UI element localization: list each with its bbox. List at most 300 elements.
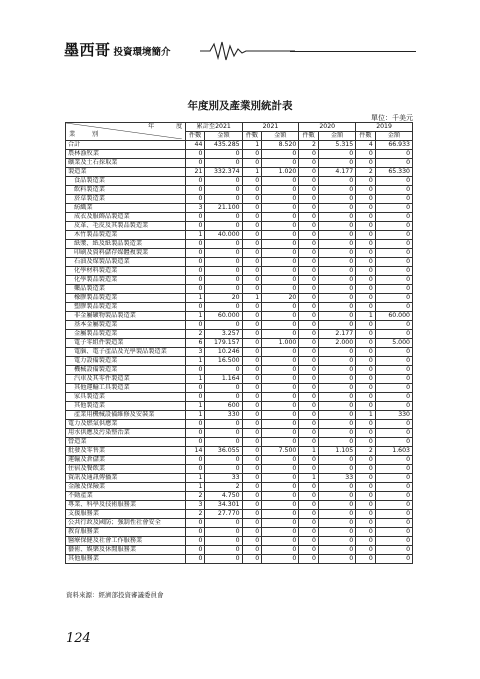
amount-cell: 0 [205, 267, 242, 276]
industry-label: 支援服務業 [66, 510, 186, 519]
count-cell: 0 [299, 357, 319, 366]
table-row [66, 501, 413, 510]
count-header: 件數 [356, 132, 376, 141]
count-cell: 0 [299, 420, 319, 429]
amount-cell: 7.500 [262, 447, 299, 456]
amount-cell: 0 [375, 267, 412, 276]
amount-cell: 0 [375, 429, 412, 438]
count-cell: 2 [185, 510, 205, 519]
amount-cell: 0 [318, 555, 355, 564]
count-cell: 0 [356, 213, 376, 222]
amount-cell: 0 [262, 321, 299, 330]
industry-label: 電力設備製造業 [66, 357, 186, 366]
amount-cell: 0 [205, 438, 242, 447]
amount-cell: 0 [262, 420, 299, 429]
amount-cell: 34.301 [205, 501, 242, 510]
amount-cell: 0 [318, 213, 355, 222]
industry-label: 用水供應及污染整治業 [66, 429, 186, 438]
industry-label: 塑膠製品製造業 [66, 303, 186, 312]
count-cell: 0 [242, 357, 262, 366]
industry-label: 營造業 [66, 438, 186, 447]
amount-cell: 0 [205, 186, 242, 195]
count-cell: 0 [356, 465, 376, 474]
count-cell: 0 [299, 285, 319, 294]
table-row [66, 357, 413, 366]
amount-cell: 60.000 [375, 312, 412, 321]
amount-cell: 0 [205, 456, 242, 465]
industry-label: 基本金屬製造業 [66, 321, 186, 330]
count-cell: 0 [185, 420, 205, 429]
count-cell: 0 [185, 321, 205, 330]
table-body [66, 141, 413, 564]
count-cell: 0 [299, 528, 319, 537]
table-row [66, 204, 413, 213]
amount-cell: 0 [318, 492, 355, 501]
statistics-table [65, 122, 413, 564]
count-cell: 0 [185, 393, 205, 402]
amount-cell: 0 [375, 546, 412, 555]
count-cell: 0 [299, 519, 319, 528]
amount-cell: 5.000 [375, 339, 412, 348]
count-cell: 0 [299, 150, 319, 159]
industry-label: 菸草製造業 [66, 195, 186, 204]
amount-cell: 0 [262, 474, 299, 483]
count-cell: 0 [299, 393, 319, 402]
amount-cell: 0 [375, 384, 412, 393]
count-cell: 2 [356, 447, 376, 456]
amount-cell: 0 [205, 366, 242, 375]
amount-cell: 0 [262, 258, 299, 267]
industry-label: 礦業及土石採取業 [66, 159, 186, 168]
count-cell: 14 [185, 447, 205, 456]
count-cell: 0 [185, 285, 205, 294]
amount-cell: 0 [205, 222, 242, 231]
amount-cell: 0 [318, 249, 355, 258]
count-cell: 0 [299, 546, 319, 555]
industry-label: 運輸及倉儲業 [66, 456, 186, 465]
amount-cell: 0 [205, 384, 242, 393]
amount-cell: 0 [375, 375, 412, 384]
amount-cell: 0 [375, 555, 412, 564]
corner-year-label-2: 度 [176, 123, 183, 130]
table-row [66, 150, 413, 159]
amount-cell: 0 [375, 474, 412, 483]
running-header [64, 38, 171, 60]
amount-cell: 0 [262, 213, 299, 222]
amount-cell: 0 [205, 249, 242, 258]
count-cell: 0 [242, 276, 262, 285]
amount-cell: 330 [205, 411, 242, 420]
source-note: 資料來源：經濟部投資審議委員會 [66, 591, 164, 599]
count-cell: 0 [299, 177, 319, 186]
table-row [66, 213, 413, 222]
amount-cell: 0 [262, 519, 299, 528]
count-cell: 0 [356, 393, 376, 402]
count-cell: 0 [356, 240, 376, 249]
industry-label: 其他運輸工具製造業 [66, 384, 186, 393]
amount-cell: 0 [262, 528, 299, 537]
industry-label: 非金屬礦物製品製造業 [66, 312, 186, 321]
count-cell: 0 [299, 249, 319, 258]
count-cell: 0 [356, 231, 376, 240]
amount-cell: 4.750 [205, 492, 242, 501]
amount-cell: 0 [375, 285, 412, 294]
amount-cell: 0 [375, 420, 412, 429]
industry-label: 飲料製造業 [66, 186, 186, 195]
count-cell: 1 [185, 411, 205, 420]
industry-label: 石油及煤製品製造業 [66, 258, 186, 267]
table-row [66, 303, 413, 312]
amount-cell: 2.177 [318, 330, 355, 339]
amount-cell: 0 [318, 276, 355, 285]
table-row [66, 411, 413, 420]
count-cell: 0 [299, 186, 319, 195]
count-cell: 0 [185, 429, 205, 438]
amount-cell: 0 [318, 186, 355, 195]
industry-label: 成衣及服飾品製造業 [66, 213, 186, 222]
amount-cell: 0 [375, 366, 412, 375]
amount-cell: 0 [205, 303, 242, 312]
table-row [66, 285, 413, 294]
amount-cell: 0 [318, 402, 355, 411]
amount-cell: 0 [375, 330, 412, 339]
count-cell: 2 [356, 168, 376, 177]
industry-label: 其他製造業 [66, 402, 186, 411]
amount-cell: 0 [318, 501, 355, 510]
industry-label: 紡織業 [66, 204, 186, 213]
amount-cell: 0 [262, 195, 299, 204]
count-cell: 0 [299, 339, 319, 348]
amount-cell: 0 [205, 420, 242, 429]
heartbeat-wave-icon [200, 40, 295, 62]
table-row [66, 177, 413, 186]
amount-cell: 0 [262, 186, 299, 195]
amount-cell: 0 [375, 519, 412, 528]
count-cell: 0 [242, 510, 262, 519]
count-cell: 0 [299, 258, 319, 267]
amount-cell: 0 [262, 438, 299, 447]
count-cell: 0 [356, 249, 376, 258]
count-cell: 0 [242, 213, 262, 222]
industry-label: 不動產業 [66, 492, 186, 501]
count-cell: 0 [356, 555, 376, 564]
amount-cell: 0 [205, 528, 242, 537]
count-cell: 2 [185, 492, 205, 501]
table-row [66, 240, 413, 249]
count-cell: 1 [299, 474, 319, 483]
amount-cell: 16.500 [205, 357, 242, 366]
count-cell: 0 [356, 285, 376, 294]
count-cell: 0 [242, 402, 262, 411]
amount-cell: 0 [375, 258, 412, 267]
count-cell: 0 [356, 537, 376, 546]
year-header: 2021 [242, 123, 299, 132]
amount-cell: 2 [205, 483, 242, 492]
count-cell: 0 [242, 249, 262, 258]
amount-cell: 1.603 [375, 447, 412, 456]
amount-cell: 0 [262, 204, 299, 213]
count-cell: 0 [356, 456, 376, 465]
amount-cell: 0 [375, 186, 412, 195]
count-cell: 0 [356, 330, 376, 339]
amount-header: 金額 [375, 132, 412, 141]
count-cell: 0 [356, 267, 376, 276]
industry-label: 家具製造業 [66, 393, 186, 402]
count-cell: 2 [299, 141, 319, 150]
count-cell: 3 [185, 501, 205, 510]
amount-cell: 33 [318, 474, 355, 483]
industry-label: 電腦、電子產品及光學製品製造業 [66, 348, 186, 357]
industry-label: 化學製品製造業 [66, 276, 186, 285]
table-row [66, 447, 413, 456]
count-header: 件數 [299, 132, 319, 141]
count-cell: 0 [356, 276, 376, 285]
amount-cell: 0 [262, 411, 299, 420]
count-cell: 0 [299, 168, 319, 177]
count-cell: 0 [242, 222, 262, 231]
amount-cell: 0 [262, 177, 299, 186]
table-row [66, 276, 413, 285]
count-cell: 0 [299, 348, 319, 357]
industry-label: 資訊及通訊傳播業 [66, 474, 186, 483]
count-cell: 0 [299, 231, 319, 240]
amount-cell: 8.520 [262, 141, 299, 150]
amount-cell: 0 [205, 537, 242, 546]
amount-cell: 0 [318, 177, 355, 186]
amount-cell: 66.933 [375, 141, 412, 150]
industry-label: 教育服務業 [66, 528, 186, 537]
amount-cell: 0 [262, 159, 299, 168]
amount-cell: 0 [375, 303, 412, 312]
amount-header: 金額 [318, 132, 355, 141]
count-cell: 0 [356, 159, 376, 168]
industry-label: 公共行政及國防；強制性社會安全 [66, 519, 186, 528]
count-cell: 0 [242, 312, 262, 321]
amount-cell: 0 [262, 231, 299, 240]
count-cell: 0 [242, 537, 262, 546]
amount-cell: 33 [205, 474, 242, 483]
table-row [66, 231, 413, 240]
amount-cell: 2.000 [318, 339, 355, 348]
amount-cell: 0 [375, 195, 412, 204]
count-cell: 0 [299, 429, 319, 438]
count-cell: 0 [356, 348, 376, 357]
count-cell: 0 [356, 321, 376, 330]
amount-cell: 0 [318, 222, 355, 231]
amount-cell: 0 [262, 555, 299, 564]
count-cell: 0 [299, 492, 319, 501]
amount-cell: 0 [205, 429, 242, 438]
table-row [66, 384, 413, 393]
amount-header: 金額 [205, 132, 242, 141]
count-cell: 0 [299, 303, 319, 312]
count-cell: 1 [242, 168, 262, 177]
amount-cell: 0 [318, 150, 355, 159]
industry-label: 汽車及其零件製造業 [66, 375, 186, 384]
count-cell: 0 [242, 339, 262, 348]
count-cell: 0 [242, 411, 262, 420]
table-row [66, 393, 413, 402]
table-row [66, 429, 413, 438]
amount-cell: 0 [205, 465, 242, 474]
count-cell: 0 [299, 195, 319, 204]
amount-cell: 0 [375, 150, 412, 159]
amount-cell: 0 [318, 204, 355, 213]
count-cell: 0 [356, 294, 376, 303]
amount-cell: 0 [262, 357, 299, 366]
amount-cell: 0 [318, 285, 355, 294]
table-row [66, 249, 413, 258]
industry-label: 醫療保健及社會工作服務業 [66, 537, 186, 546]
count-cell: 0 [356, 339, 376, 348]
industry-label: 農林漁牧業 [66, 150, 186, 159]
industry-label: 電力及燃氣供應業 [66, 420, 186, 429]
count-cell: 0 [299, 240, 319, 249]
amount-cell: 10.246 [205, 348, 242, 357]
count-cell: 0 [356, 258, 376, 267]
amount-cell: 0 [262, 456, 299, 465]
count-cell: 0 [242, 420, 262, 429]
unit-label: 單位：千美元 [371, 114, 413, 122]
amount-cell: 65.330 [375, 168, 412, 177]
count-cell: 0 [185, 303, 205, 312]
count-cell: 0 [299, 501, 319, 510]
amount-cell: 1.105 [318, 447, 355, 456]
amount-cell: 0 [375, 402, 412, 411]
count-cell: 0 [299, 330, 319, 339]
count-cell: 0 [185, 159, 205, 168]
table-row [66, 339, 413, 348]
amount-cell: 0 [318, 294, 355, 303]
count-cell: 1 [185, 312, 205, 321]
count-cell: 0 [299, 456, 319, 465]
count-cell: 3 [185, 204, 205, 213]
corner-industry-label-2: 別 [92, 131, 99, 138]
count-cell: 1 [356, 411, 376, 420]
industry-label: 住宿及餐飲業 [66, 465, 186, 474]
table-row [66, 267, 413, 276]
count-cell: 1 [185, 483, 205, 492]
table-row [66, 258, 413, 267]
amount-cell: 0 [375, 465, 412, 474]
table-row [66, 510, 413, 519]
count-cell: 6 [185, 339, 205, 348]
amount-cell: 1.164 [205, 375, 242, 384]
count-cell: 1 [185, 474, 205, 483]
amount-cell: 179.157 [205, 339, 242, 348]
table-row [66, 402, 413, 411]
table-row [66, 555, 413, 564]
amount-cell: 0 [375, 393, 412, 402]
amount-cell: 0 [318, 357, 355, 366]
count-cell: 0 [185, 249, 205, 258]
industry-label: 批發及零售業 [66, 447, 186, 456]
corner-diagonal [66, 123, 182, 139]
industry-label: 印刷及資料儲存媒體複製業 [66, 249, 186, 258]
count-cell: 0 [356, 375, 376, 384]
count-cell: 0 [299, 213, 319, 222]
amount-cell: 0 [318, 393, 355, 402]
count-cell: 0 [299, 375, 319, 384]
table-row [66, 294, 413, 303]
amount-cell: 0 [262, 537, 299, 546]
amount-cell: 0 [375, 456, 412, 465]
amount-cell: 0 [375, 321, 412, 330]
amount-cell: 21.100 [205, 204, 242, 213]
count-cell: 0 [242, 285, 262, 294]
industry-label: 藝術、娛樂及休閒服務業 [66, 546, 186, 555]
amount-cell: 0 [262, 366, 299, 375]
count-cell: 0 [299, 312, 319, 321]
amount-cell: 0 [205, 285, 242, 294]
amount-cell: 0 [262, 348, 299, 357]
amount-cell: 0 [318, 366, 355, 375]
amount-cell: 60.000 [205, 312, 242, 321]
count-cell: 0 [242, 474, 262, 483]
count-cell: 0 [356, 186, 376, 195]
count-cell: 0 [356, 303, 376, 312]
count-cell: 0 [299, 411, 319, 420]
table-row [66, 159, 413, 168]
amount-cell: 0 [262, 510, 299, 519]
count-cell: 0 [185, 240, 205, 249]
amount-cell: 330 [375, 411, 412, 420]
page-number: 124 [66, 631, 91, 646]
amount-cell: 0 [262, 240, 299, 249]
amount-cell: 0 [262, 492, 299, 501]
count-cell: 0 [299, 294, 319, 303]
amount-cell: 0 [318, 240, 355, 249]
count-cell: 0 [185, 276, 205, 285]
count-cell: 0 [299, 276, 319, 285]
table-row [66, 420, 413, 429]
amount-cell: 1.020 [262, 168, 299, 177]
count-cell: 0 [185, 222, 205, 231]
count-cell: 0 [356, 366, 376, 375]
table-row [66, 519, 413, 528]
amount-cell: 0 [205, 213, 242, 222]
table-row [66, 141, 413, 150]
industry-label: 木竹製品製造業 [66, 231, 186, 240]
amount-cell: 0 [262, 501, 299, 510]
amount-cell: 0 [375, 159, 412, 168]
amount-cell: 0 [318, 546, 355, 555]
count-cell: 0 [242, 456, 262, 465]
table-row [66, 438, 413, 447]
table-row [66, 312, 413, 321]
amount-cell: 0 [375, 213, 412, 222]
amount-cell: 0 [318, 420, 355, 429]
amount-cell: 0 [375, 501, 412, 510]
amount-cell: 0 [262, 330, 299, 339]
amount-cell: 0 [318, 465, 355, 474]
count-cell: 0 [242, 267, 262, 276]
corner-year-label-1: 年 [148, 123, 155, 130]
count-cell: 0 [242, 240, 262, 249]
industry-label: 橡膠製品製造業 [66, 294, 186, 303]
table-row [66, 537, 413, 546]
amount-cell: 0 [318, 375, 355, 384]
count-cell: 0 [356, 474, 376, 483]
count-header: 件數 [185, 132, 205, 141]
amount-cell: 0 [205, 150, 242, 159]
count-cell: 0 [242, 492, 262, 501]
count-cell: 0 [299, 537, 319, 546]
amount-cell: 0 [375, 528, 412, 537]
header-subtitle: 投資環境簡介 [113, 46, 171, 58]
amount-cell: 0 [262, 303, 299, 312]
corner-industry-label-1: 業 [69, 131, 76, 138]
